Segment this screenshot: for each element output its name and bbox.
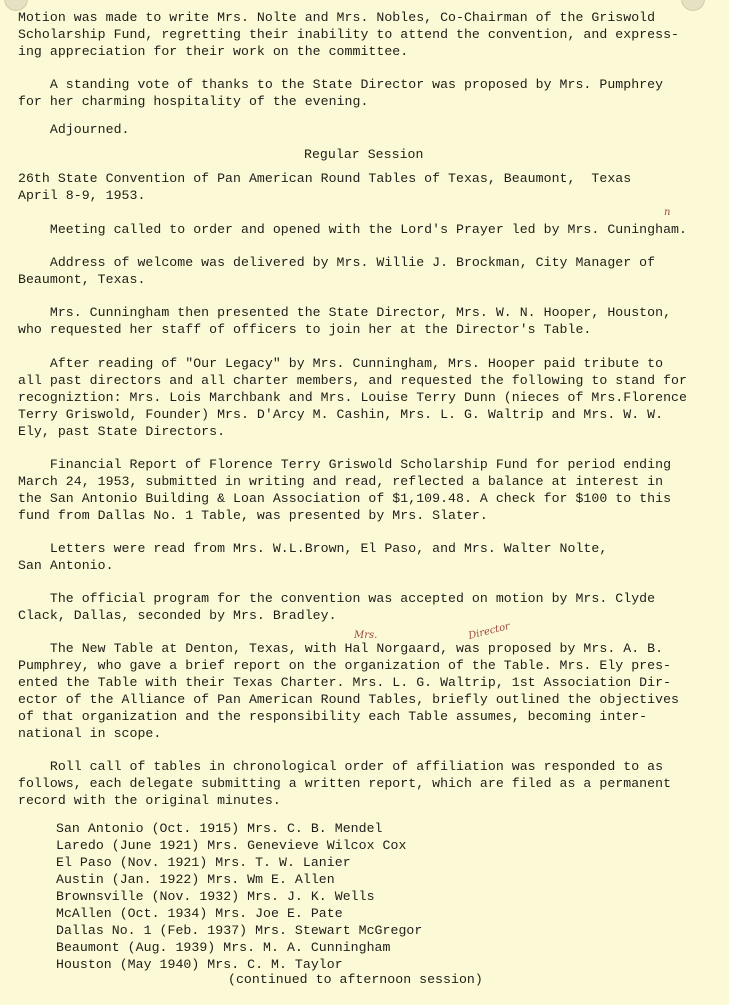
- text-line: Mrs. Cunningham then presented the State Director, Mrs. W. N. Hooper, Houston,: [18, 305, 672, 320]
- text-line: Beaumont, Texas.: [18, 272, 146, 287]
- text-line: Scholarship Fund, regretting their inability to attend the convention, and express-: [18, 27, 679, 42]
- text-line: recogniztion: Mrs. Lois Marchbank and Mrs. Louise Terry Dunn (nieces of Mrs.Florence: [18, 390, 687, 405]
- text-line: the San Antonio Building & Loan Association of $1,109.48. A check for $100 to this: [18, 491, 672, 506]
- text-line: Roll call of tables in chronological order of affiliation was responded to as: [18, 759, 664, 774]
- table-roll-entry: Laredo (June 1921) Mrs. Genevieve Wilcox Cox: [56, 838, 407, 853]
- text-line: Meeting called to order and opened with the Lord's Prayer led by Mrs. Cuningham.: [18, 222, 687, 237]
- text-line: Pumphrey, who gave a brief report on the organization of the Table. Mrs. Ely pres-: [18, 658, 672, 673]
- text-line: record with the original minutes.: [18, 793, 281, 808]
- text-line: ing appreciation for their work on the committee.: [18, 44, 409, 59]
- text-line: Ely, past State Directors.: [18, 424, 226, 439]
- text-line: Clack, Dallas, seconded by Mrs. Bradley.: [18, 608, 337, 623]
- handwritten-director: Director: [467, 621, 512, 642]
- table-roll-entry: Houston (May 1940) Mrs. C. M. Taylor: [56, 957, 343, 972]
- text-line: Regular Session: [304, 147, 424, 162]
- text-line: March 24, 1953, submitted in writing and read, reflected a balance at interest in: [18, 474, 664, 489]
- text-line: (continued to afternoon session): [228, 972, 483, 987]
- table-roll-entry: Dallas No. 1 (Feb. 1937) Mrs. Stewart McGregor: [56, 923, 423, 938]
- text-line: ented the Table with their Texas Charter. Mrs. L. G. Waltrip, 1st Association Dir-: [18, 675, 672, 690]
- text-line: The official program for the convention was accepted on motion by Mrs. Clyde: [18, 591, 656, 606]
- table-roll-entry: Austin (Jan. 1922) Mrs. Wm E. Allen: [56, 872, 335, 887]
- text-line: fund from Dallas No. 1 Table, was presented by Mrs. Slater.: [18, 508, 488, 523]
- table-roll-entry: El Paso (Nov. 1921) Mrs. T. W. Lanier: [56, 855, 351, 870]
- text-line: A standing vote of thanks to the State Director was proposed by Mrs. Pumphrey: [18, 77, 664, 92]
- handwritten-n: n: [664, 207, 671, 218]
- text-line: Adjourned.: [18, 122, 130, 137]
- text-line: Letters were read from Mrs. W.L.Brown, El Paso, and Mrs. Walter Nolte,: [18, 541, 608, 556]
- text-line: national in scope.: [18, 726, 162, 741]
- text-line: The New Table at Denton, Texas, with Hal Norgaard, was proposed by Mrs. A. B.: [18, 641, 664, 656]
- text-line: Address of welcome was delivered by Mrs. Willie J. Brockman, City Manager of: [18, 255, 656, 270]
- text-line: Motion was made to write Mrs. Nolte and Mrs. Nobles, Co-Chairman of the Griswold: [18, 10, 656, 25]
- punch-hole-right: [681, 0, 705, 11]
- handwritten-mrs: Mrs.: [354, 630, 378, 641]
- table-roll-entry: San Antonio (Oct. 1915) Mrs. C. B. Mendel: [56, 821, 383, 836]
- text-line: for her charming hospitality of the evening.: [18, 94, 369, 109]
- text-line: of that organization and the responsibility each Table assumes, becoming inter-: [18, 709, 648, 724]
- text-line: San Antonio.: [18, 558, 114, 573]
- text-line: 26th State Convention of Pan American Round Tables of Texas, Beaumont, Texas: [18, 171, 632, 186]
- table-roll-entry: McAllen (Oct. 1934) Mrs. Joe E. Pate: [56, 906, 343, 921]
- text-line: Terry Griswold, Founder) Mrs. D'Arcy M. Cashin, Mrs. L. G. Waltrip and Mrs. W. W.: [18, 407, 664, 422]
- text-line: ector of the Alliance of Pan American Round Tables, briefly outlined the objectives: [18, 692, 679, 707]
- text-line: who requested her staff of officers to join her at the Director's Table.: [18, 322, 592, 337]
- text-line: April 8-9, 1953.: [18, 188, 146, 203]
- table-roll-entry: Brownsville (Nov. 1932) Mrs. J. K. Wells: [56, 889, 375, 904]
- text-line: all past directors and all charter members, and requested the following to stand for: [18, 373, 687, 388]
- text-line: follows, each delegate submitting a written report, which are filed as a permanent: [18, 776, 672, 791]
- table-roll-entry: Beaumont (Aug. 1939) Mrs. M. A. Cunningham: [56, 940, 391, 955]
- text-line: Financial Report of Florence Terry Griswold Scholarship Fund for period ending: [18, 457, 672, 472]
- text-line: After reading of "Our Legacy" by Mrs. Cunningham, Mrs. Hooper paid tribute to: [18, 356, 664, 371]
